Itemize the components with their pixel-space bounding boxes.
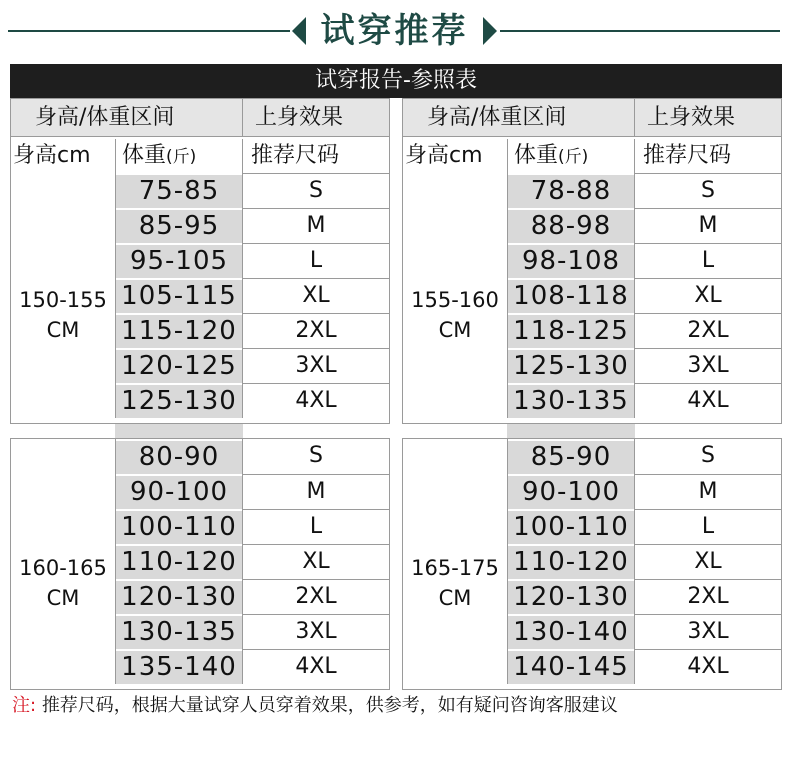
size-column bbox=[243, 173, 389, 418]
range-header: 身高/体重区间 bbox=[11, 99, 243, 137]
height-range-label bbox=[403, 285, 507, 345]
weight-cell: 110-120 bbox=[508, 544, 634, 579]
height-range-value: 165-175 bbox=[411, 556, 499, 580]
weight-cell: 90-100 bbox=[116, 474, 242, 509]
height-range-label bbox=[403, 553, 507, 613]
page-title: 试穿推荐 bbox=[320, 11, 469, 51]
size-cell: XL bbox=[243, 278, 389, 313]
height-unit: CM bbox=[438, 586, 472, 610]
size-cell: 4XL bbox=[635, 383, 781, 418]
note-text: 推荐尺码，根据大量试穿人员穿着效果，供参考，如有疑问咨询客服建议 bbox=[41, 695, 618, 716]
weight-column bbox=[507, 173, 635, 418]
size-column bbox=[635, 439, 781, 684]
size-block-165-175 bbox=[402, 438, 782, 690]
weight-header bbox=[115, 139, 243, 173]
height-unit: CM bbox=[46, 318, 80, 342]
weight-cell: 95-105 bbox=[116, 243, 242, 278]
size-cell: M bbox=[635, 208, 781, 243]
weight-cell: 135-140 bbox=[116, 649, 242, 684]
footnote bbox=[12, 692, 618, 720]
table-title: 试穿报告-参照表 bbox=[10, 64, 782, 98]
weight-header bbox=[507, 139, 635, 173]
weight-cell: 140-145 bbox=[508, 649, 634, 684]
size-cell: 2XL bbox=[635, 579, 781, 614]
height-unit: CM bbox=[438, 318, 472, 342]
size-cell: M bbox=[243, 474, 389, 509]
weight-header-label: 体重 bbox=[122, 143, 167, 168]
weight-unit-label: (斤) bbox=[558, 147, 589, 167]
weight-cell: 88-98 bbox=[508, 208, 634, 243]
height-range-value: 155-160 bbox=[411, 288, 499, 312]
weight-cell: 118-125 bbox=[508, 313, 634, 348]
size-cell: 3XL bbox=[243, 348, 389, 383]
size-cell: M bbox=[243, 208, 389, 243]
weight-cell: 130-135 bbox=[116, 614, 242, 649]
size-cell: M bbox=[635, 474, 781, 509]
size-cell: 3XL bbox=[243, 614, 389, 649]
weight-cell: 110-120 bbox=[116, 544, 242, 579]
size-block-150-155 bbox=[10, 98, 390, 424]
weight-cell: 105-115 bbox=[116, 278, 242, 313]
recommend-header: 推荐尺码 bbox=[643, 143, 732, 168]
weight-unit-label: (斤) bbox=[166, 147, 197, 167]
size-column bbox=[243, 439, 389, 684]
header-divider-left bbox=[8, 30, 290, 32]
header-divider-right bbox=[500, 30, 780, 32]
weight-column bbox=[507, 439, 635, 684]
weight-cell: 85-90 bbox=[508, 439, 634, 474]
weight-cell: 130-140 bbox=[508, 614, 634, 649]
height-range-value: 150-155 bbox=[19, 288, 107, 312]
height-range-label bbox=[11, 553, 115, 613]
header-arrow-right-icon bbox=[483, 17, 497, 45]
size-cell: XL bbox=[243, 544, 389, 579]
size-cell: XL bbox=[635, 544, 781, 579]
weight-cell: 115-120 bbox=[116, 313, 242, 348]
size-cell: 2XL bbox=[243, 579, 389, 614]
size-cell: 4XL bbox=[243, 649, 389, 684]
size-column bbox=[635, 173, 781, 418]
size-cell: S bbox=[635, 173, 781, 208]
weight-cell: 80-90 bbox=[116, 439, 242, 474]
header-arrow-left-icon bbox=[292, 17, 306, 45]
note-mark: 注: bbox=[12, 695, 37, 716]
weight-cell: 130-135 bbox=[508, 383, 634, 418]
size-cell: L bbox=[635, 509, 781, 544]
height-range-label bbox=[11, 285, 115, 345]
weight-cell: 120-130 bbox=[116, 579, 242, 614]
height-cm-header: 身高cm bbox=[13, 143, 91, 168]
size-cell: S bbox=[243, 173, 389, 208]
size-cell: L bbox=[243, 509, 389, 544]
size-cell: 3XL bbox=[635, 348, 781, 383]
recommend-header: 推荐尺码 bbox=[251, 143, 340, 168]
size-cell: 4XL bbox=[635, 649, 781, 684]
size-cell: L bbox=[635, 243, 781, 278]
weight-cell: 100-110 bbox=[508, 509, 634, 544]
weight-cell: 108-118 bbox=[508, 278, 634, 313]
weight-cell: 78-88 bbox=[508, 173, 634, 208]
effect-header: 上身效果 bbox=[635, 99, 781, 137]
height-range-value: 160-165 bbox=[19, 556, 107, 580]
weight-cell: 90-100 bbox=[508, 474, 634, 509]
size-cell: 4XL bbox=[243, 383, 389, 418]
weight-column bbox=[115, 173, 243, 418]
height-cm-header: 身高cm bbox=[405, 143, 483, 168]
size-cell: 2XL bbox=[243, 313, 389, 348]
weight-header-label: 体重 bbox=[514, 143, 559, 168]
size-cell: 2XL bbox=[635, 313, 781, 348]
range-header: 身高/体重区间 bbox=[403, 99, 635, 137]
weight-cell: 100-110 bbox=[116, 509, 242, 544]
size-cell: 3XL bbox=[635, 614, 781, 649]
weight-cell: 98-108 bbox=[508, 243, 634, 278]
effect-header: 上身效果 bbox=[243, 99, 389, 137]
weight-cell: 125-130 bbox=[508, 348, 634, 383]
size-cell: S bbox=[309, 443, 323, 468]
weight-cell: 120-130 bbox=[508, 579, 634, 614]
weight-cell: 75-85 bbox=[116, 173, 242, 208]
weight-cell: 85-95 bbox=[116, 208, 242, 243]
height-unit: CM bbox=[46, 586, 80, 610]
weight-cell: 120-125 bbox=[116, 348, 242, 383]
weight-column bbox=[115, 439, 243, 684]
size-cell: XL bbox=[635, 278, 781, 313]
size-cell: S bbox=[701, 443, 715, 468]
size-block-155-160 bbox=[402, 98, 782, 424]
size-block-160-165 bbox=[10, 438, 390, 690]
weight-cell: 125-130 bbox=[116, 383, 242, 418]
size-cell: L bbox=[243, 243, 389, 278]
